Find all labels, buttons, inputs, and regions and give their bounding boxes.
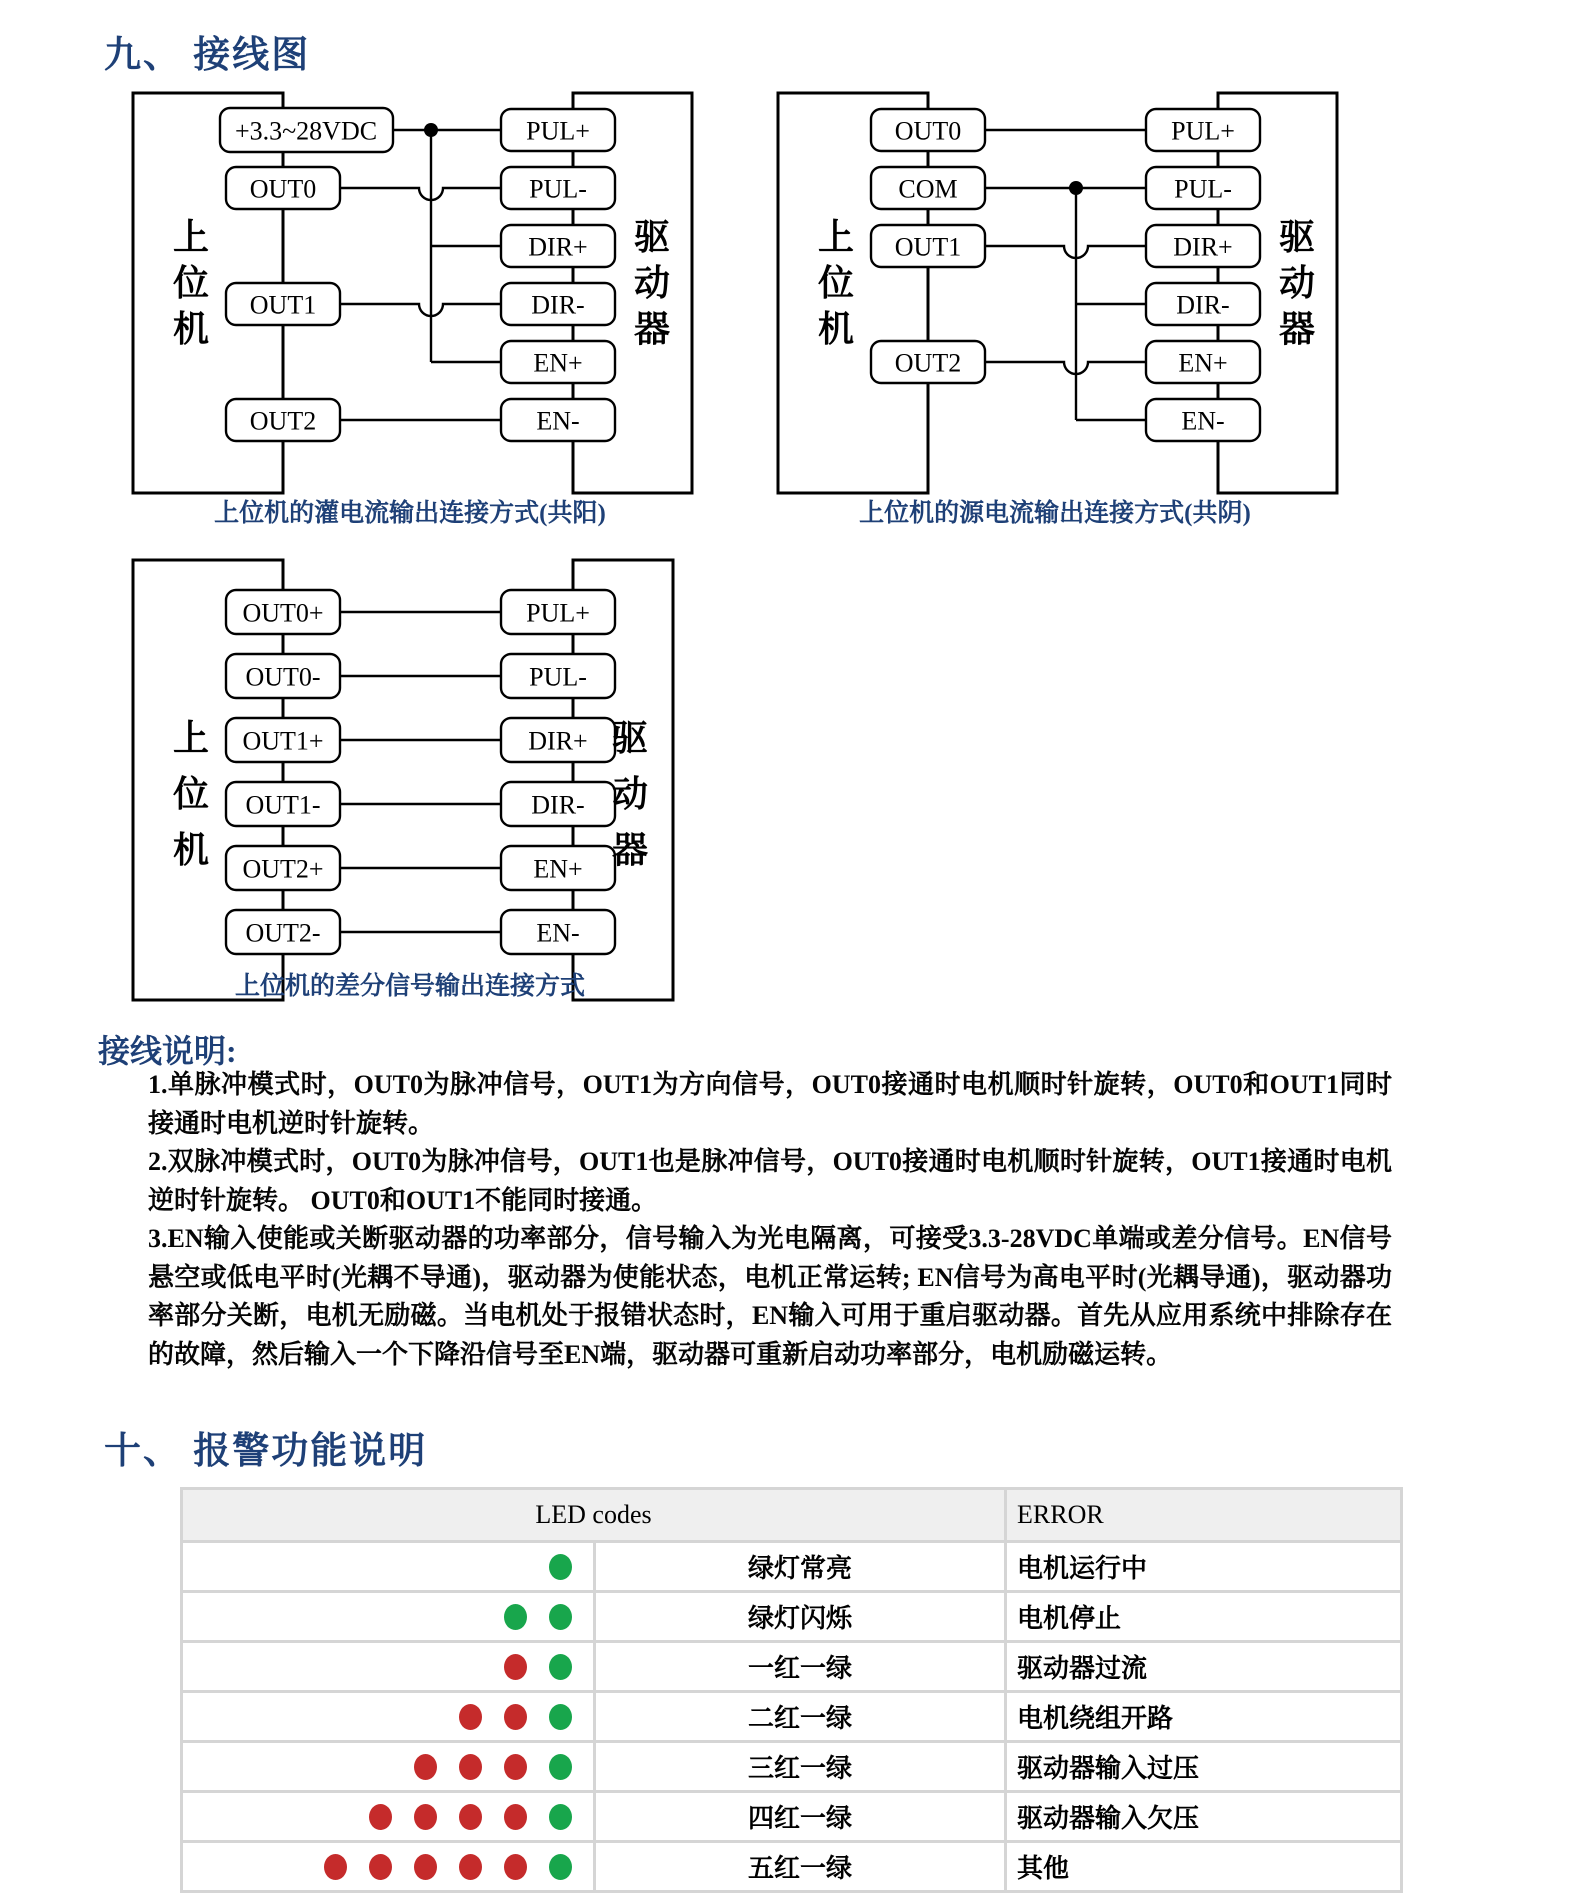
terminal-out2-minus: OUT2- bbox=[245, 918, 321, 948]
alarm-table-header-row bbox=[182, 1489, 1402, 1542]
red-led-dot bbox=[459, 1754, 482, 1780]
alarm-table-row bbox=[182, 1642, 1402, 1692]
green-led-dot bbox=[549, 1654, 572, 1680]
svg-text:位: 位 bbox=[817, 263, 855, 303]
driver-label: 驱 bbox=[633, 217, 671, 257]
svg-text:机: 机 bbox=[172, 309, 210, 349]
svg-text:动: 动 bbox=[633, 263, 671, 303]
terminal-en-plus: EN+ bbox=[533, 348, 583, 378]
terminal-labels bbox=[895, 117, 1235, 436]
led-dots-cell bbox=[182, 1842, 595, 1892]
terminal-pul-minus: PUL- bbox=[529, 662, 587, 692]
alarm-table-row bbox=[182, 1692, 1402, 1742]
terminal-out1-plus: OUT1+ bbox=[242, 726, 324, 756]
error-description: 驱动器过流 bbox=[1006, 1642, 1402, 1692]
sink-output-wiring-diagram bbox=[125, 85, 695, 505]
red-led-dot bbox=[504, 1854, 527, 1880]
alarm-table-row bbox=[182, 1542, 1402, 1592]
wiring-notes bbox=[148, 1066, 1392, 1374]
section-10-title: 十、 报警功能说明 bbox=[104, 1431, 428, 1472]
wiring-note-1: 1.单脉冲模式时，OUT0为脉冲信号，OUT1为方向信号，OUT0接通时电机顺时针旋转，OUT0和OUT1同时接通时电机逆时针旋转。 bbox=[148, 1070, 1392, 1138]
terminal-en-minus: EN- bbox=[536, 918, 580, 948]
terminal-out1: OUT1 bbox=[894, 232, 962, 262]
red-led-dot bbox=[414, 1854, 437, 1880]
red-led-dot bbox=[459, 1804, 482, 1830]
host-label: 上 bbox=[817, 217, 855, 257]
led-dots-cell bbox=[182, 1792, 595, 1842]
red-led-dot bbox=[504, 1654, 527, 1680]
junction-dot bbox=[1069, 181, 1083, 195]
alarm-table-row bbox=[182, 1742, 1402, 1792]
error-description: 电机停止 bbox=[1006, 1592, 1402, 1642]
terminal-dir-minus: DIR- bbox=[531, 290, 585, 320]
green-led-dot bbox=[549, 1754, 572, 1780]
svg-text:器: 器 bbox=[611, 830, 649, 870]
driver-label: 驱 bbox=[611, 718, 649, 758]
green-led-dot bbox=[504, 1604, 527, 1630]
svg-text:动: 动 bbox=[611, 774, 649, 814]
error-description: 电机绕组开路 bbox=[1006, 1692, 1402, 1742]
terminal-pul-plus: PUL+ bbox=[1171, 116, 1235, 146]
terminal-en-minus: EN- bbox=[1181, 406, 1225, 436]
terminal-out0: OUT0 bbox=[249, 174, 317, 204]
source-diagram-caption: 上位机的源电流输出连接方式(共阴) bbox=[859, 500, 1251, 527]
host-label: 上 bbox=[172, 718, 210, 758]
svg-text:器: 器 bbox=[1278, 309, 1316, 349]
led-code-label: 一红一绿 bbox=[595, 1642, 1006, 1692]
terminal-en-minus: EN- bbox=[536, 406, 580, 436]
terminal-out2: OUT2 bbox=[249, 406, 317, 436]
terminal-out1-minus: OUT1- bbox=[245, 790, 321, 820]
red-led-dot bbox=[369, 1804, 392, 1830]
terminal-boxes bbox=[220, 108, 615, 441]
terminal-pul-minus: PUL- bbox=[529, 174, 587, 204]
driver-label: 驱 bbox=[1278, 217, 1316, 257]
alarm-table-row bbox=[182, 1842, 1402, 1892]
red-led-dot bbox=[459, 1704, 482, 1730]
svg-text:动: 动 bbox=[1278, 263, 1316, 303]
alarm-table bbox=[180, 1487, 1403, 1893]
red-led-dot bbox=[504, 1704, 527, 1730]
green-led-dot bbox=[549, 1854, 572, 1880]
terminal-out0: OUT0 bbox=[894, 116, 962, 146]
wiring-note-3: 3.EN输入使能或关断驱动器的功率部分，信号输入为光电隔离，可接受3.3-28VDC单端或差分信号。EN信号悬空或低电平时(光耦不导通)，驱动器为使能状态，电机正常运转; EN信号为高电平时(光耦导通)，驱动器功率部分关断，电机无励磁。当电机处于报错状态时，EN输入可用于重启驱动器。首先从应用系统中排除存在的故障，然后输入一个下降沿信号至EN端，驱动器可重新启动功率部分，电机励磁运转。 bbox=[148, 1224, 1392, 1369]
diff-diagram-caption: 上位机的差分信号输出连接方式 bbox=[234, 973, 585, 1000]
red-led-dot bbox=[459, 1854, 482, 1880]
led-code-label: 三红一绿 bbox=[595, 1742, 1006, 1792]
led-dots-cell bbox=[182, 1642, 595, 1692]
led-code-label: 二红一绿 bbox=[595, 1692, 1006, 1742]
error-description: 驱动器输入欠压 bbox=[1006, 1792, 1402, 1842]
junction-dot bbox=[424, 123, 438, 137]
wiring-note-2: 2.双脉冲模式时，OUT0为脉冲信号，OUT1也是脉冲信号，OUT0接通时电机顺时针旋转，OUT1接通时电机逆时针旋转。 OUT0和OUT1不能同时接通。 bbox=[148, 1147, 1392, 1215]
terminal-labels bbox=[242, 599, 589, 948]
terminal-out0-plus: OUT0+ bbox=[242, 598, 324, 628]
error-description: 驱动器输入过压 bbox=[1006, 1742, 1402, 1792]
led-dots-cell bbox=[182, 1542, 595, 1592]
terminal-dir-minus: DIR- bbox=[1176, 290, 1230, 320]
led-code-label: 四红一绿 bbox=[595, 1792, 1006, 1842]
terminal-dir-plus: DIR+ bbox=[528, 232, 588, 262]
terminal-pul-plus: PUL+ bbox=[526, 598, 590, 628]
terminal-pul-minus: PUL- bbox=[1174, 174, 1232, 204]
alarm-table-row bbox=[182, 1592, 1402, 1642]
svg-text:器: 器 bbox=[633, 309, 671, 349]
green-led-dot bbox=[549, 1804, 572, 1830]
svg-text:机: 机 bbox=[172, 830, 210, 870]
wiring-notes-title: 接线说明: bbox=[98, 1033, 237, 1069]
sink-diagram-caption: 上位机的灌电流输出连接方式(共阳) bbox=[214, 500, 606, 527]
led-dots-cell bbox=[182, 1592, 595, 1642]
terminal-dir-plus: DIR+ bbox=[528, 726, 588, 756]
led-codes-header: LED codes bbox=[182, 1489, 1006, 1542]
red-led-dot bbox=[324, 1854, 347, 1880]
svg-text:机: 机 bbox=[817, 309, 855, 349]
led-dots-cell bbox=[182, 1692, 595, 1742]
terminal-dir-plus: DIR+ bbox=[1173, 232, 1233, 262]
terminal-en-plus: EN+ bbox=[1178, 348, 1228, 378]
red-led-dot bbox=[414, 1754, 437, 1780]
green-led-dot bbox=[549, 1554, 572, 1580]
section-9-title: 九、 接线图 bbox=[104, 35, 311, 76]
red-led-dot bbox=[504, 1804, 527, 1830]
terminal-en-plus: EN+ bbox=[533, 854, 583, 884]
led-code-label: 五红一绿 bbox=[595, 1842, 1006, 1892]
green-led-dot bbox=[549, 1704, 572, 1730]
terminal-out1: OUT1 bbox=[249, 290, 317, 320]
terminal-pul-plus: PUL+ bbox=[526, 116, 590, 146]
host-label: 上 bbox=[172, 217, 210, 257]
red-led-dot bbox=[369, 1854, 392, 1880]
svg-text:位: 位 bbox=[172, 774, 210, 814]
svg-text:位: 位 bbox=[172, 263, 210, 303]
error-description: 其他 bbox=[1006, 1842, 1402, 1892]
error-description: 电机运行中 bbox=[1006, 1542, 1402, 1592]
led-code-label: 绿灯常亮 bbox=[595, 1542, 1006, 1592]
terminal-vdc: +3.3~28VDC bbox=[234, 116, 378, 146]
terminal-com: COM bbox=[898, 174, 958, 204]
red-led-dot bbox=[414, 1804, 437, 1830]
terminal-dir-minus: DIR- bbox=[531, 790, 585, 820]
source-output-wiring-diagram bbox=[770, 85, 1340, 505]
terminal-out2: OUT2 bbox=[894, 348, 962, 378]
red-led-dot bbox=[504, 1754, 527, 1780]
led-code-label: 绿灯闪烁 bbox=[595, 1592, 1006, 1642]
differential-output-wiring-diagram bbox=[125, 552, 695, 1012]
error-header: ERROR bbox=[1006, 1489, 1402, 1542]
terminal-labels bbox=[235, 117, 590, 436]
alarm-table-row bbox=[182, 1792, 1402, 1842]
led-dots-cell bbox=[182, 1742, 595, 1792]
green-led-dot bbox=[549, 1604, 572, 1630]
terminal-out2-plus: OUT2+ bbox=[242, 854, 324, 884]
terminal-out0-minus: OUT0- bbox=[245, 662, 321, 692]
